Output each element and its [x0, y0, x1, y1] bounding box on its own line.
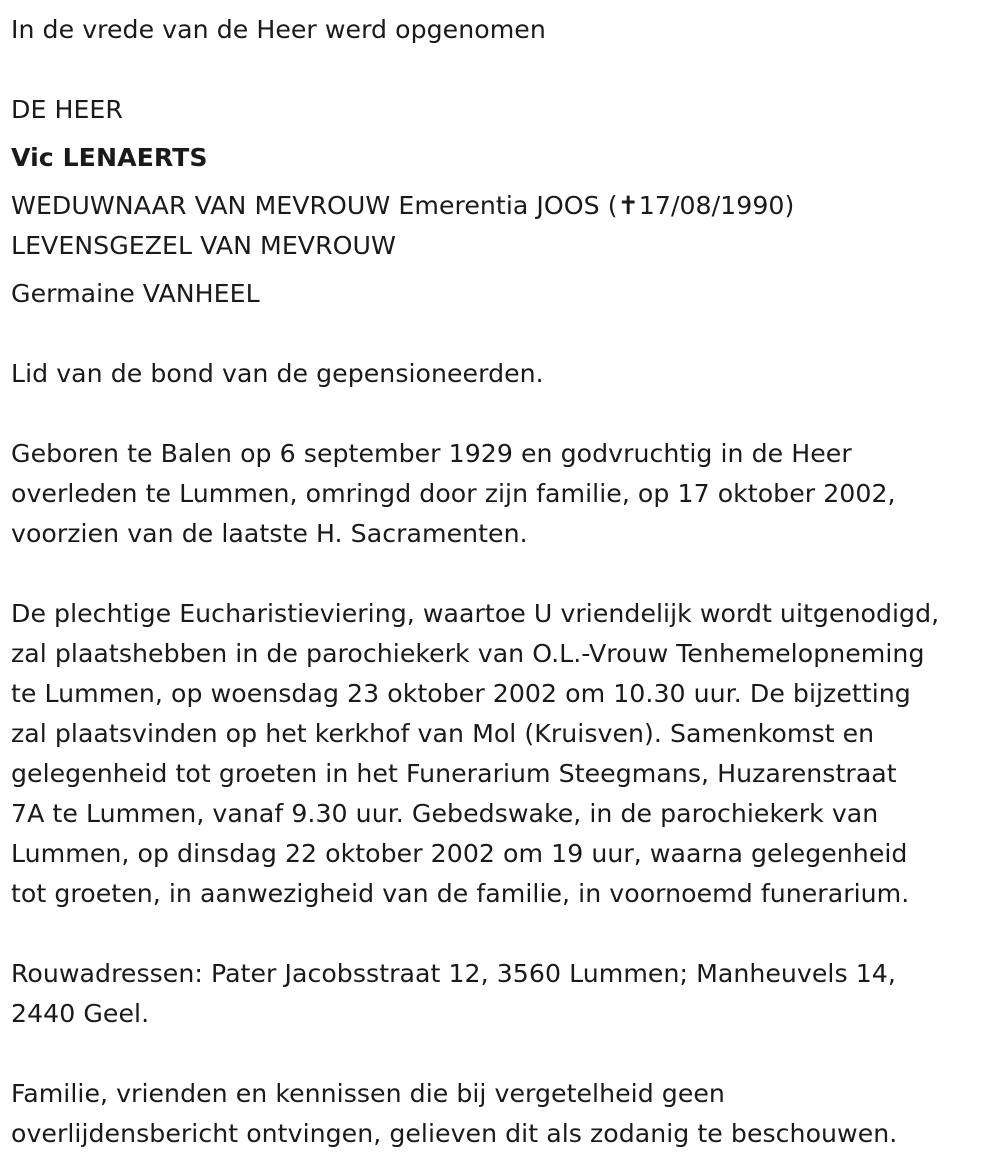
birth-death-paragraph	[11, 434, 996, 554]
ceremony-paragraph	[11, 594, 996, 914]
paragraph-line: Geboren te Balen op 6 september 1929 en godvruchtig in de Heer	[11, 439, 852, 468]
paragraph-line: te Lummen, op woensdag 23 oktober 2002 om 10.30 uur. De bijzetting	[11, 679, 911, 708]
widower-line	[11, 186, 996, 226]
spacer	[11, 266, 996, 274]
spacer	[11, 1034, 996, 1074]
paragraph-line: zal plaatshebben in de parochiekerk van O.L.-Vrouw Tenhemelopneming	[11, 639, 925, 668]
paragraph-line: Rouwadressen: Pater Jacobsstraat 12, 3560 Lummen; Manheuvels 14,	[11, 959, 896, 988]
paragraph-line: tot groeten, in aanwezigheid van de familie, in voornoemd funerarium.	[11, 879, 910, 908]
paragraph-line: De plechtige Eucharistieviering, waartoe U vriendelijk wordt uitgenodigd,	[11, 599, 940, 628]
partner-label: LEVENSGEZEL VAN MEVROUW	[11, 231, 396, 260]
paragraph-line: Familie, vrienden en kennissen die bij vergetelheid geen	[11, 1079, 725, 1108]
paragraph-line: zal plaatsvinden op het kerkhof van Mol (Kruisven). Samenkomst en	[11, 719, 875, 748]
intro-line: In de vrede van de Heer werd opgenomen	[11, 15, 546, 44]
paragraph-line: overleden te Lummen, omringd door zijn familie, op 17 oktober 2002,	[11, 479, 896, 508]
paragraph-line: 7A te Lummen, vanaf 9.30 uur. Gebedswake, in de parochiekerk van	[11, 799, 879, 828]
spacer	[11, 314, 996, 354]
paragraph-line: gelegenheid tot groeten in het Funerarium Steegmans, Huzarenstraat	[11, 759, 897, 788]
spacer	[11, 130, 996, 138]
spacer	[11, 554, 996, 594]
paragraph-line: voorzien van de laatste H. Sacramenten.	[11, 519, 528, 548]
death-notice	[11, 10, 996, 1154]
paragraph-line: 2440 Geel.	[11, 999, 150, 1028]
paragraph-line: Lummen, op dinsdag 22 oktober 2002 om 19 uur, waarna gelegenheid	[11, 839, 908, 868]
addresses-paragraph	[11, 954, 996, 1034]
closing-paragraph	[11, 1074, 996, 1154]
paragraph-line: overlijdensbericht ontvingen, gelieven dit als zodanig te beschouwen.	[11, 1119, 898, 1148]
spacer	[11, 914, 996, 954]
cross-icon: ✝	[617, 191, 639, 220]
spacer	[11, 50, 996, 90]
spacer	[11, 178, 996, 186]
widower-date: 17/08/1990)	[638, 191, 795, 220]
deceased-name: Vic LENAERTS	[11, 143, 208, 172]
membership-line: Lid van de bond van de gepensioneerden.	[11, 359, 544, 388]
widower-prefix: WEDUWNAAR VAN MEVROUW Emerentia JOOS (	[11, 191, 618, 220]
partner-name: Germaine VANHEEL	[11, 279, 260, 308]
title-prefix: DE HEER	[11, 95, 123, 124]
spacer	[11, 394, 996, 434]
